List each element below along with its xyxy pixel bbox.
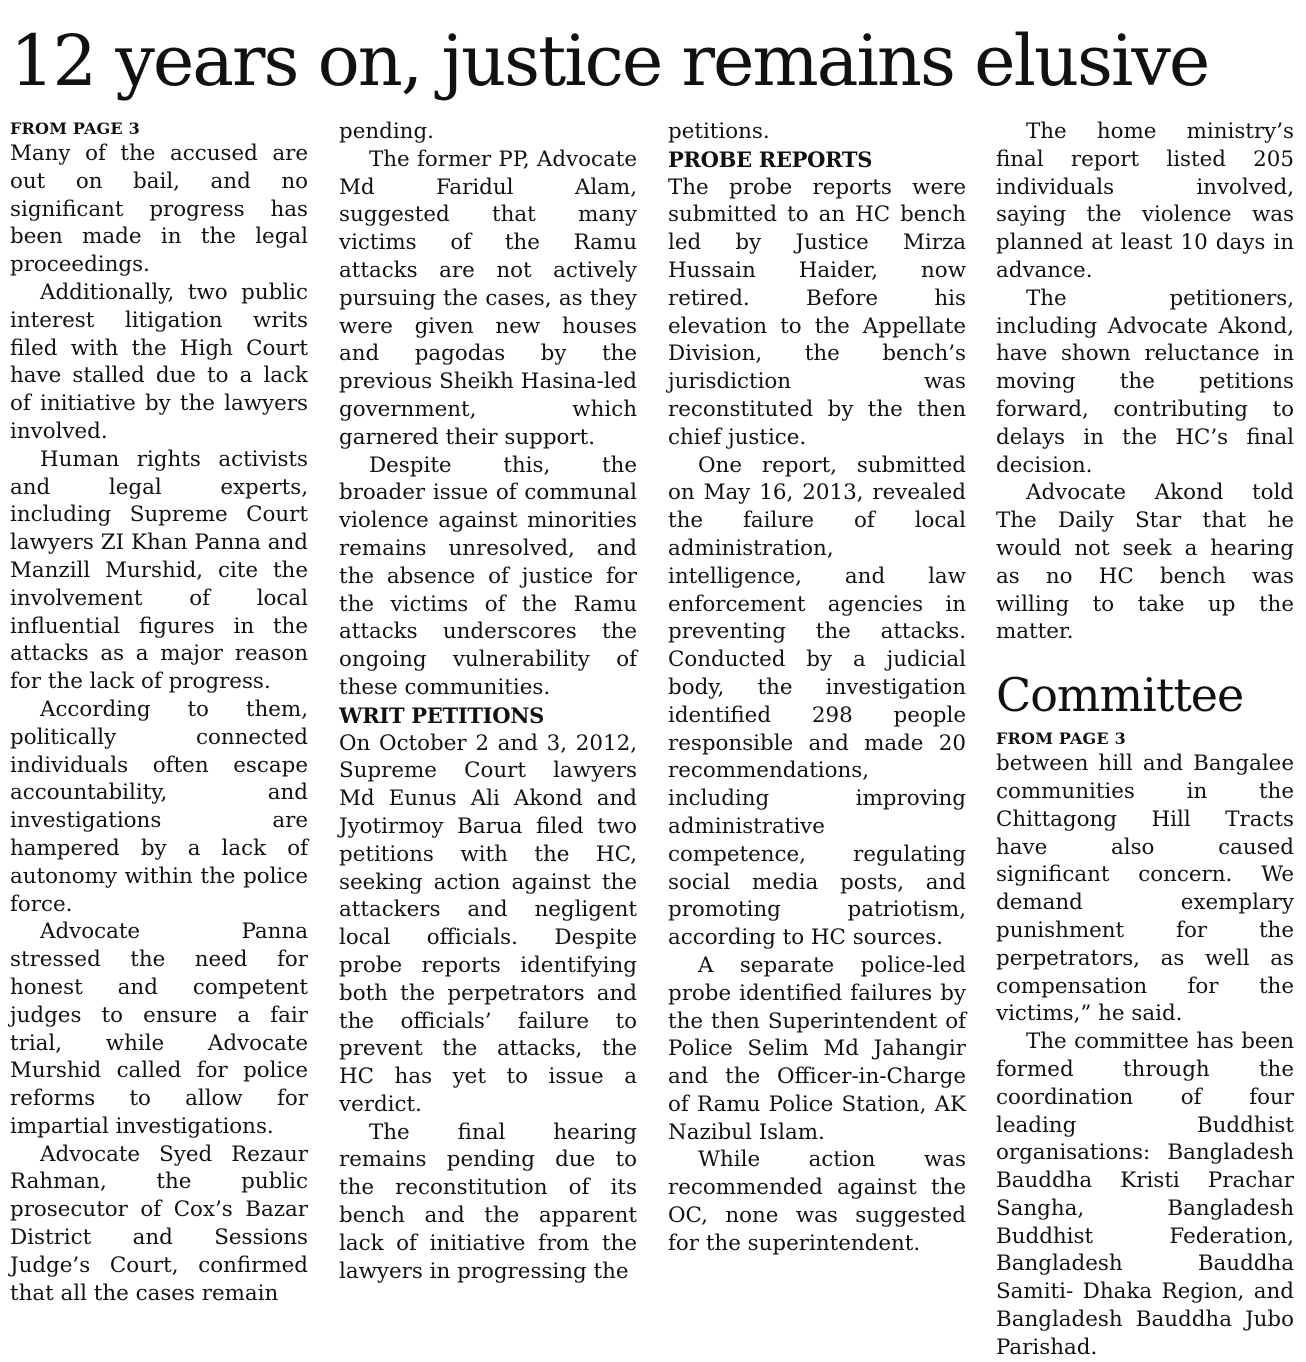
paragraph: A separate police-led probe identified failures by the then Superintendent of Police Selim Md Jahangir and the Officer-in-Charge of Ramu Police Station, AK Nazibul Islam.	[668, 952, 966, 1145]
paragraph: Despite this, the broader issue of communal violence against minorities remains unresolved, and the absence of justice for the victims of the Ramu attacks underscores the ongoing vulnerability of these communities.	[339, 452, 637, 700]
paragraph: The petitioners, including Advocate Akond, have shown reluctance in moving the petitions forward, contributing to delays in the HC’s final decision.	[996, 285, 1294, 478]
paragraph: Advocate Panna stressed the need for honest and competent judges to ensure a fair trial, while Advocate Murshid called for police reforms to allow for impartial investigations.	[10, 919, 308, 1139]
headline: 12 years on, justice remains elusive	[10, 20, 1209, 102]
paragraph: On October 2 and 3, 2012, Supreme Court lawyers Md Eunus Ali Akond and Jyotirmoy Barua filed two petitions with the HC, seeking action against the attackers and negligent local officials. Despite probe reports identifying both the perpetrators and the officials’ failure to prevent the attacks, the HC has yet to issue a verdict.	[339, 730, 637, 1117]
paragraph: The home ministry’s final report listed 205 individuals involved, saying the violence was planned at least 10 days in advance.	[996, 119, 1294, 283]
paragraph: The final hearing remains pending due to the reconstitution of its bench and the apparent lack of initiative from the lawyers in progressing the	[339, 1119, 637, 1284]
column-4	[996, 118, 1294, 1360]
paragraph: between hill and Bangalee communities in the Chittagong Hill Tracts have also caused significant concern. We demand exemplary punishment for the perpetrators, as well as compensation for the victims,” he said.	[996, 751, 1294, 1027]
paragraph: pending.	[339, 119, 434, 144]
committee-title: Committee	[996, 668, 1244, 723]
column-2	[339, 118, 637, 1284]
subhead-writ-petitions: WRIT PETITIONS	[339, 702, 544, 728]
paragraph: Human rights activists and legal experts, including Supreme Court lawyers ZI Khan Panna and Manzill Murshid, cite the involvement of local influential figures in the attacks as a major reason for the lack of progress.	[10, 446, 308, 695]
paragraph: petitions.	[668, 119, 770, 144]
paragraph: The probe reports were submitted to an HC bench led by Justice Mirza Hussain Haider, now retired. Before his elevation to the Appellate Division, the bench’s jurisdiction was reconstituted by the then chief justice.	[668, 174, 966, 450]
paragraph: The committee has been formed through the coordination of four leading Buddhist organisations: Bangladesh Bauddha Kristi Prachar Sangha, Bangladesh Buddhist Federation, Bangladesh Bauddha Samiti- Dhaka Region, and Bangladesh Bauddha Jubo Parishad.	[996, 1029, 1294, 1360]
paragraph: Additionally, two public interest litigation writs filed with the High Court have stalled due to a lack of initiative by the lawyers involved.	[10, 279, 308, 444]
column-3	[668, 118, 966, 1256]
paragraph: The former PP, Advocate Md Faridul Alam, suggested that many victims of the Ramu attacks are not actively pursuing the cases, as they were given new houses and pagodas by the previous Sheikh Hasina-led government, which garnered their support.	[339, 146, 637, 450]
paragraph: Advocate Syed Rezaur Rahman, the public prosecutor of Cox’s Bazar District and Sessions Judge’s Court, confirmed that all the cases remain	[10, 1141, 308, 1306]
from-page-kicker: FROM PAGE 3	[996, 729, 1126, 749]
from-page-kicker: FROM PAGE 3	[10, 119, 140, 138]
column-1	[10, 118, 308, 1306]
paragraph: According to them, politically connected individuals often escape accountability, and investigations are hampered by a lack of autonomy within the police force.	[10, 696, 308, 917]
paragraph: Advocate Akond told The Daily Star that he would not seek a hearing as no HC bench was willing to take up the matter.	[996, 480, 1294, 645]
paragraph: Many of the accused are out on bail, and no significant progress has been made in the legal proceedings.	[10, 141, 308, 278]
paragraph: One report, submitted on May 16, 2013, revealed the failure of local administration, intelligence, and law enforcement agencies in preventing the attacks. Conducted by a judicial body, the investigation identified 298 people responsible and made 20 recommendations, including improving administrative competence, regulating social media posts, and promoting patriotism, according to HC sources.	[668, 452, 966, 951]
paragraph: While action was recommended against the OC, none was suggested for the superintendent.	[668, 1147, 966, 1256]
subhead-probe-reports: PROBE REPORTS	[668, 146, 873, 172]
